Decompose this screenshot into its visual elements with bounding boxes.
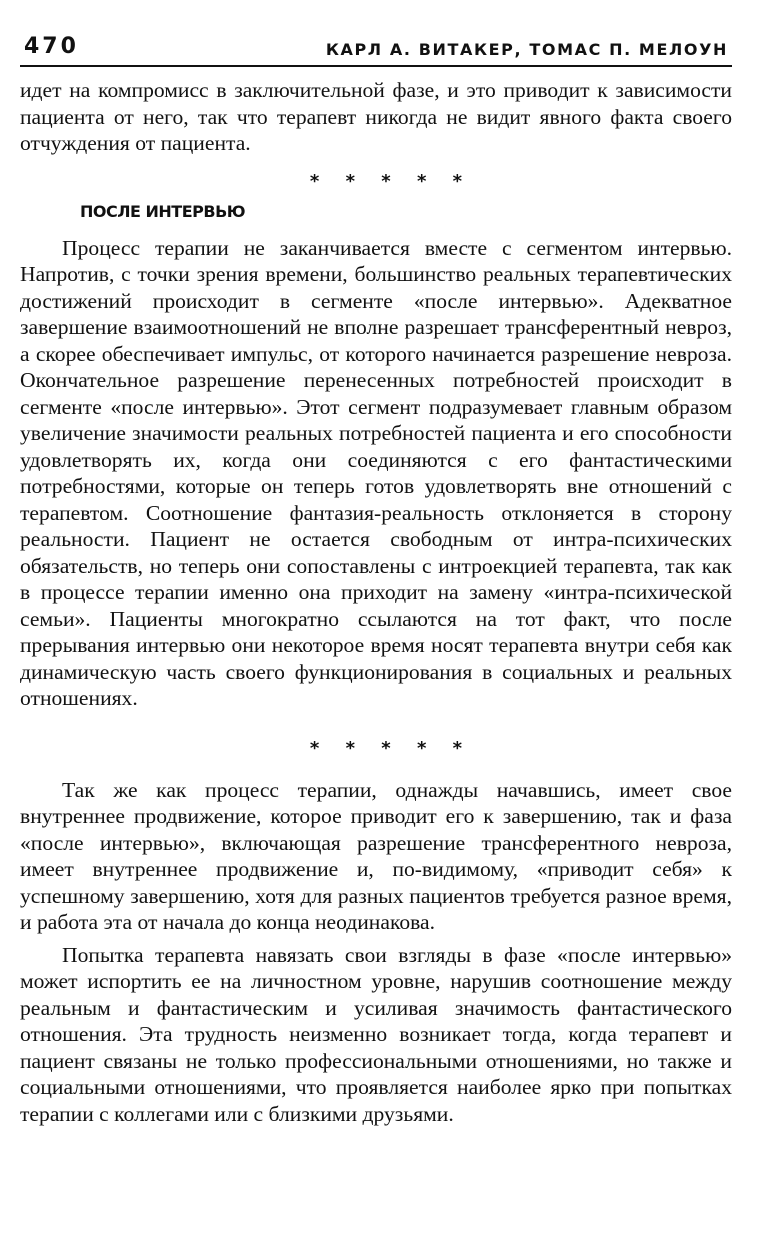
page-number: 470 <box>24 34 79 59</box>
section-heading: ПОСЛЕ ИНТЕРВЬЮ <box>80 201 246 221</box>
body-paragraph: Попытка терапевта навязать свои взгляды в фазе «после интервью» может испортить ее на личностном уровне, нарушив соотношение между реальным и фантастическим и усиливая значимость фантастического отношения. Эта трудность неизменно возникает тогда, когда терапевт и пациент связаны не только профессиональными отношениями, но также и социальными отношениями, что проявляется наиболее ярко при попытках терапии с коллегами или с близкими друзьями. <box>20 942 732 1126</box>
section-separator: * * * * * <box>309 170 473 192</box>
running-title: КАРЛ А. ВИТАКЕР, ТОМАС П. МЕЛОУН <box>325 40 728 59</box>
body-paragraph: Так же как процесс терапии, однажды начавшись, имеет свое внутреннее продвижение, которое приводит его к завершению, так и фаза «после интервью», включающая разрешение трансферентного невроза, имеет внутреннее продвижение и, по-видимому, «приводит себя» к успешному завершению, хотя для разных пациентов требуется разное время, и работа эта от начала до конца неодинакова. <box>20 777 732 934</box>
body-paragraph: Процесс терапии не заканчивается вместе с сегментом интервью. Напротив, с точки зрения времени, большинство реальных терапевтических достижений происходит в сегменте «после интервью». Адекватное завершение взаимоотношений не вполне разрешает трансферентный невроз, а скорее обеспечивает импульс, от которого начинается разрешение невроза. Окончательное разрешение перенесенных потребностей происходит в сегменте «после интервью». Этот сегмент подразумевает главным образом увеличение значимости реальных потребностей пациента и его способности удовлетворять их, когда они соединяются с его фантастическими потребностями, которые он теперь готов удовлетворять вне отношений с терапевтом. Соотношение фантазия-реальность отклоняется в сторону реальности. Пациент не остается свободным от интра-психических обязательств, но теперь они сопоставлены с интроекцией терапевта, так как в процессе терапии именно она приходит на замену «интра-психической семьи». Пациенты многократно ссылаются на тот факт, что после прерывания интервью они некоторое время носят терапевта внутри себя как динамическую часть своего функционирования в социальных и реальных отношениях. <box>20 235 732 710</box>
section-separator: * * * * * <box>309 737 473 759</box>
page-header <box>20 34 732 67</box>
intro-paragraph: идет на компромисс в заключительной фазе, и это приводит к зависимости пациента от него, так что терапевт никогда не видит явного факта своего отчуждения от пациента. <box>20 78 732 155</box>
